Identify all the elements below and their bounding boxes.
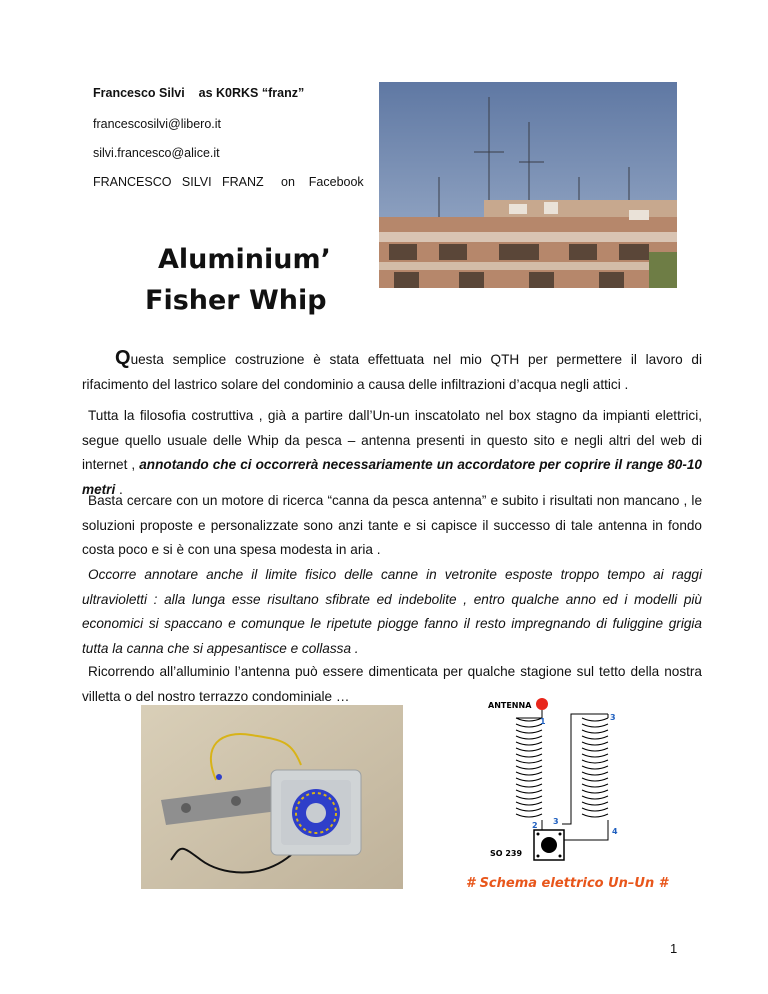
- antenna-label: ANTENNA: [488, 701, 532, 710]
- terminal-2-label: 2: [532, 821, 538, 830]
- schematic-caption: # Schema elettrico Un–Un #: [466, 876, 668, 891]
- title-line-1: Aluminium’: [158, 244, 331, 275]
- unun-box-photo: [141, 705, 403, 889]
- paragraph-intro: [82, 346, 702, 397]
- terminal-3b-label: 3: [610, 713, 616, 722]
- drop-cap: Q: [115, 347, 131, 369]
- author-callsign: as K0RKS “franz”: [198, 86, 305, 100]
- terminal-4-label: 4: [612, 827, 618, 836]
- author-line: [93, 86, 304, 100]
- paragraph-philosophy-emphasis: annotando che ci occorrerà necessariamente un accordatore per coprire il range 80-10 metri: [82, 457, 702, 497]
- terminal-3a-label: 3: [553, 817, 559, 826]
- paragraph-search: Basta cercare con un motore di ricerca “canna da pesca antenna” e subito i risultati non mancano , le soluzioni proposte e personalizzate sono anzi tante e si capisce il successo di tale antenna in fondo costa poco e si è con una spesa modesta in aria .: [82, 493, 702, 557]
- author-name: Francesco Silvi: [93, 86, 185, 100]
- paragraph-intro-text: uesta semplice costruzione è stata effettuata nel mio QTH per permettere il lavoro di rifacimento del lastrico solare del condominio a causa delle infiltrazioni d’acqua negli attici .: [82, 352, 702, 392]
- connector-label: SO 239: [490, 849, 523, 858]
- paragraph-aluminium: Ricorrendo all’alluminio l’antenna può essere dimenticata per qualche stagione sul tetto della nostra villetta o del nostro terrazzo condominiale …: [82, 664, 702, 704]
- page-number: 1: [670, 941, 678, 956]
- so239-connector: [534, 830, 564, 860]
- email-secondary[interactable]: silvi.francesco@alice.it: [93, 146, 220, 160]
- building-photo: [379, 82, 677, 288]
- unun-schematic: [468, 694, 668, 870]
- email-primary[interactable]: francescosilvi@libero.it: [93, 117, 222, 131]
- paragraph-limits: Occorre annotare anche il limite fisico delle canne in vetronite esposte troppo tempo ai raggi ultravioletti : alla lunga esse risultano sfibrate ed indebolite , entro qualche anno ed i modelli più economici si spaccano e comunque le ripetute piogge fanno il resto impregnando di fuliggine grigia tutta la canna che si appesantisce e collassa .: [82, 567, 702, 656]
- facebook-line: FRANCESCO SILVI FRANZ on Facebook: [93, 175, 364, 189]
- title-line-2: Fisher Whip: [145, 285, 327, 316]
- paragraph-philosophy-end: .: [119, 481, 123, 497]
- paragraph-philosophy: [82, 404, 702, 502]
- paragraph-philosophy-text: Tutta la filosofia costruttiva , già a partire dall’Un-un inscatolato nel box stagno da impianti elettrici, segue quello usuale delle Whip da pesca – antenna presenti in questo sito e negli altri del web di internet ,: [82, 408, 702, 472]
- antenna-dot: [536, 698, 548, 710]
- terminal-1-label: 1: [540, 717, 546, 726]
